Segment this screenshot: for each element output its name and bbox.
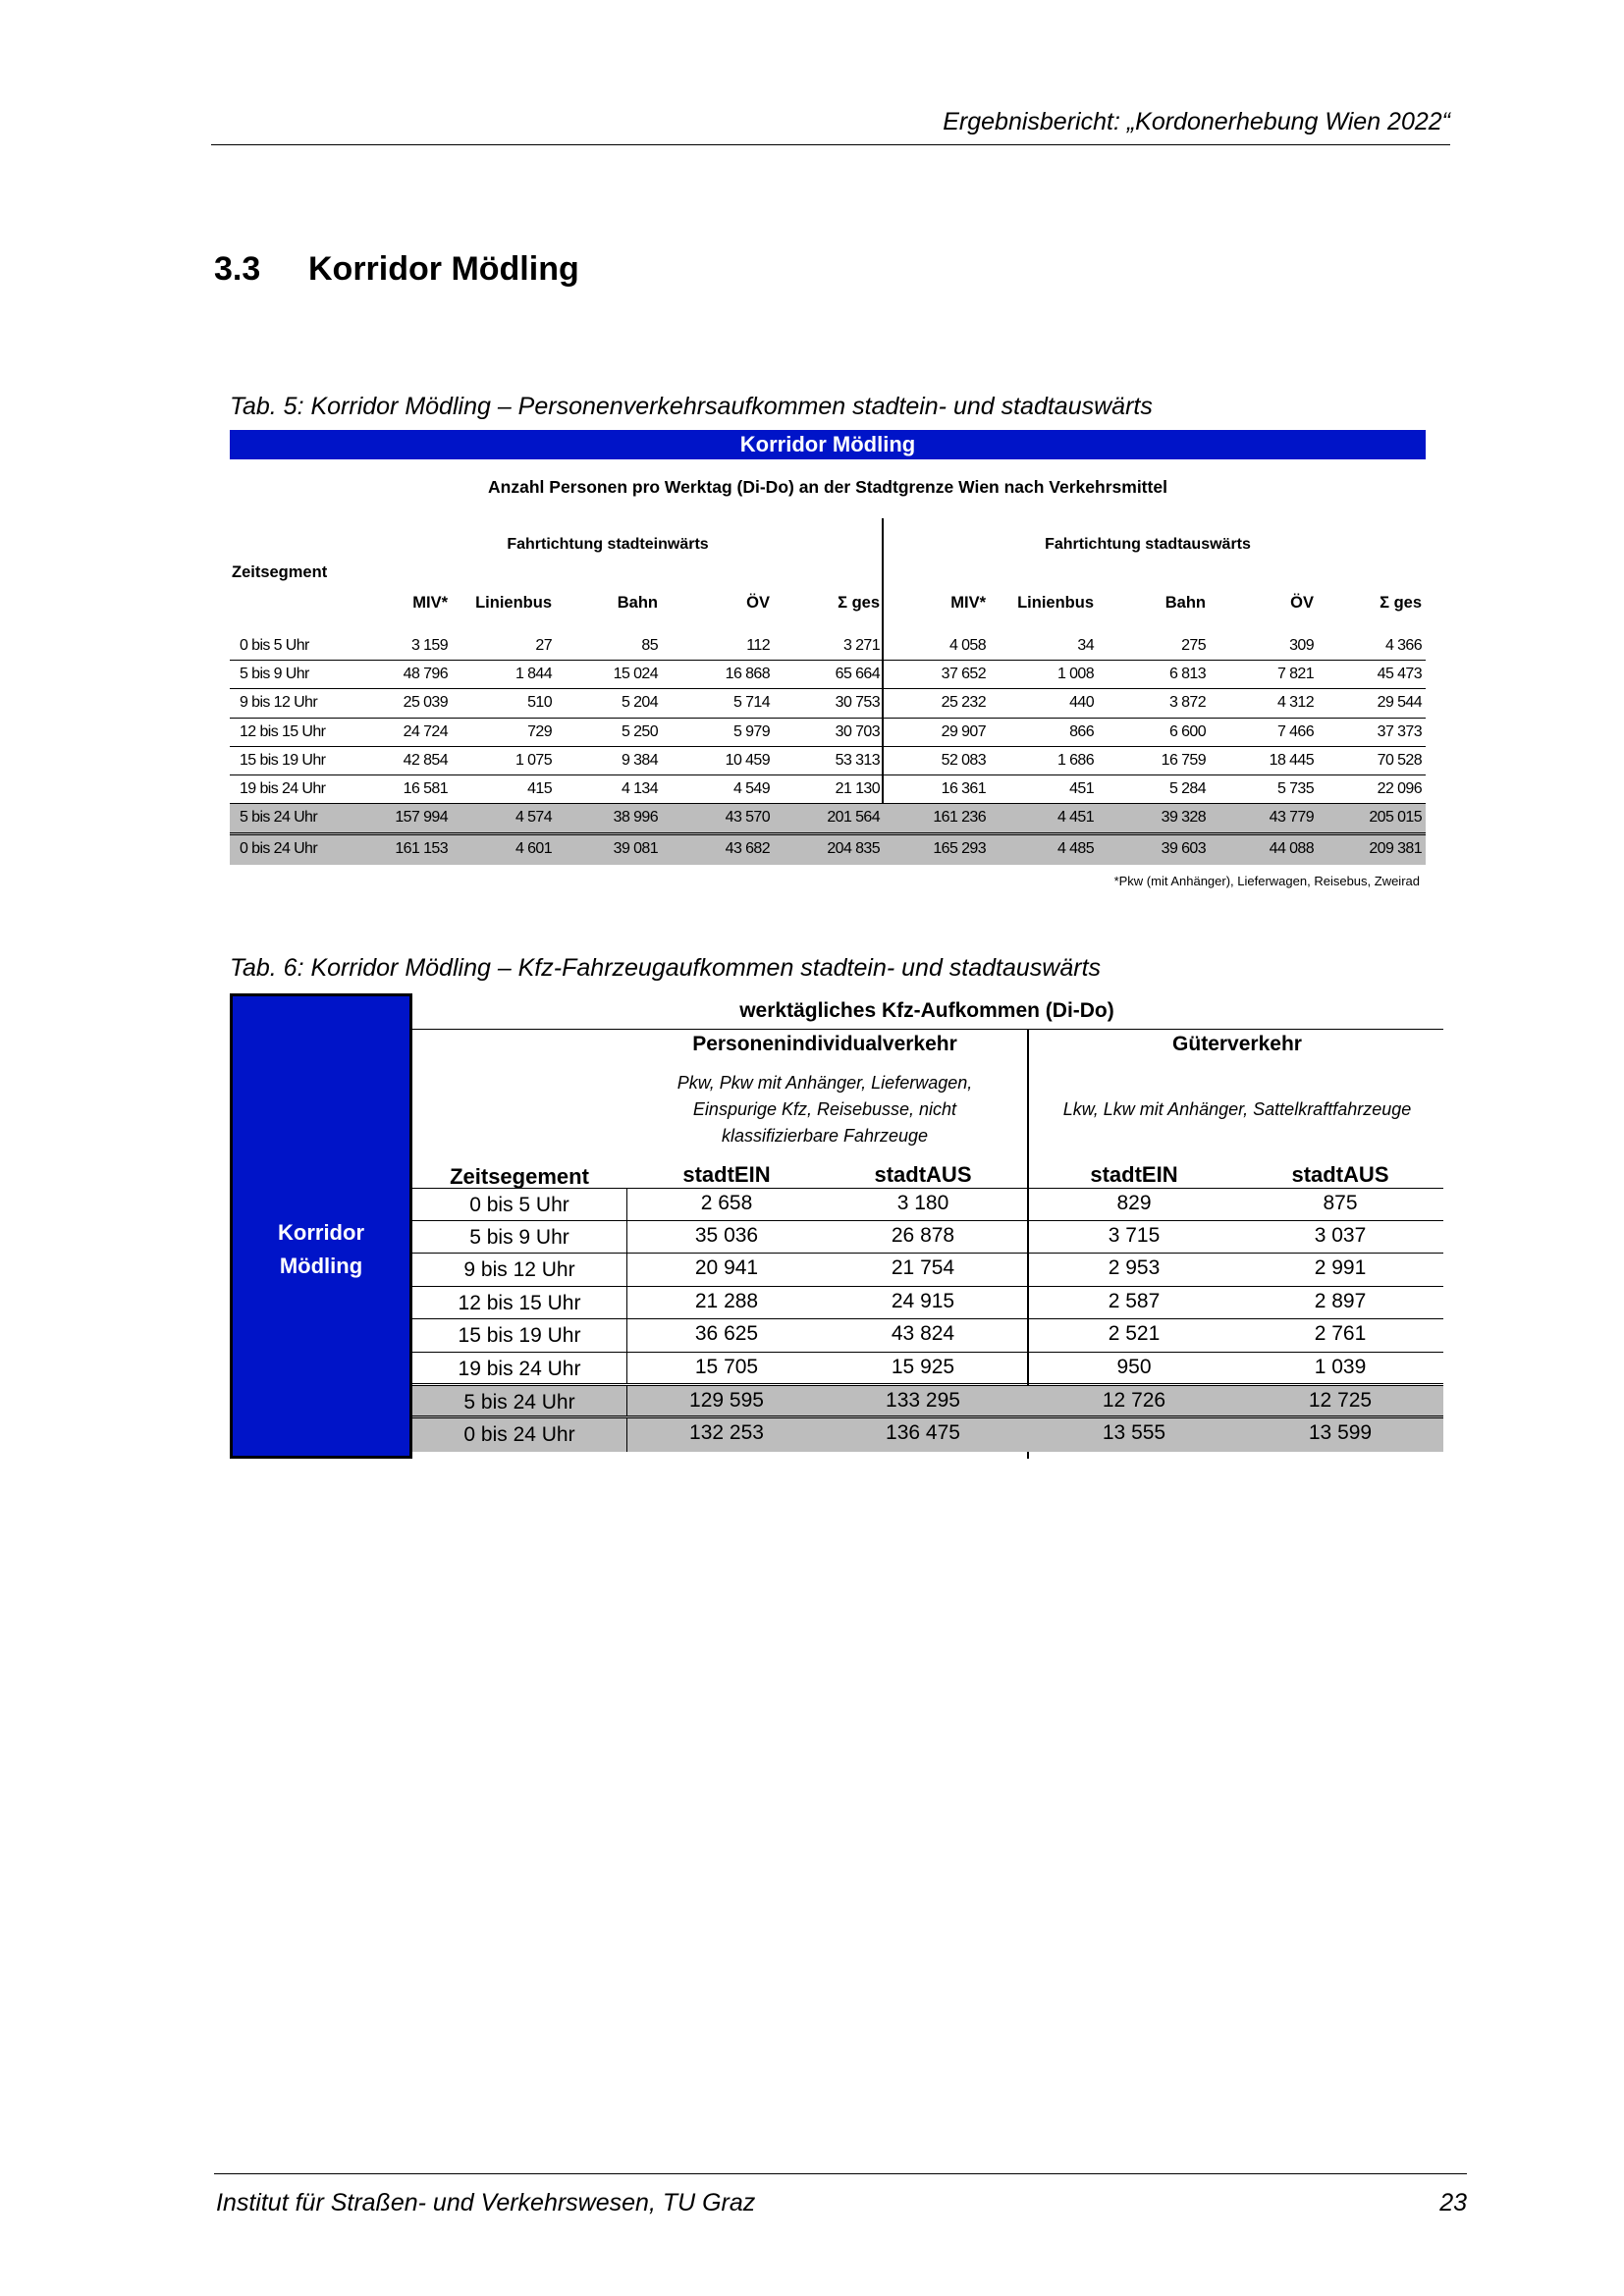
table5-cell: 1 686 bbox=[1056, 751, 1094, 769]
table5-cell: 38 996 bbox=[613, 809, 658, 827]
table5-footnote: *Pkw (mit Anhänger), Lieferwagen, Reisebus, Zweirad bbox=[1113, 874, 1420, 888]
table6-row bbox=[412, 1188, 1443, 1221]
table5-cell: 70 528 bbox=[1377, 751, 1422, 769]
table6-cell: 2 953 bbox=[1108, 1256, 1161, 1280]
footer-institute: Institut für Straßen- und Verkehrswesen, TU Graz bbox=[216, 2189, 756, 2216]
table5-cell: 16 361 bbox=[941, 779, 986, 797]
header-rule bbox=[211, 144, 1450, 145]
table6-cell: 3 180 bbox=[896, 1192, 949, 1214]
table5-col-header: MIV* bbox=[950, 594, 986, 612]
table5-cell: 866 bbox=[1069, 722, 1094, 740]
table6-caption: Tab. 6: Korridor Mödling – Kfz-Fahrzeugaufkommen stadtein- und stadtauswärts bbox=[230, 954, 1102, 982]
table6-cell: 36 625 bbox=[694, 1322, 759, 1346]
table5-cell: 729 bbox=[527, 722, 552, 740]
table6-cell: 2 658 bbox=[700, 1192, 753, 1214]
table6-side-line1: Korridor bbox=[278, 1220, 364, 1245]
table5-col-header: ÖV bbox=[1290, 594, 1314, 612]
table6-cell: 15 925 bbox=[891, 1355, 955, 1378]
table6-cell: 3 037 bbox=[1314, 1223, 1367, 1247]
table6-cell: 12 726 bbox=[1102, 1388, 1166, 1412]
table6-group-gv: Güterverkehr bbox=[1172, 1033, 1302, 1055]
table5-row bbox=[230, 719, 1426, 747]
table5-cell: 29 907 bbox=[941, 722, 986, 740]
table5-cell: 510 bbox=[527, 694, 552, 712]
table6-desc-piv-line3: klassifizierbare Fahrzeuge bbox=[721, 1126, 929, 1146]
table6-cell: 2 587 bbox=[1108, 1289, 1161, 1312]
table5-cell: 39 081 bbox=[613, 840, 658, 858]
table6-cell: 26 878 bbox=[891, 1223, 955, 1247]
table5-cell: 440 bbox=[1069, 694, 1094, 712]
table5-band: Korridor Mödling bbox=[230, 430, 1426, 459]
table5-cell: 29 544 bbox=[1377, 694, 1422, 712]
table6 bbox=[230, 993, 1443, 1461]
table6-row-label: 19 bis 24 Uhr bbox=[412, 1353, 627, 1383]
table5-row-label: 9 bis 12 Uhr bbox=[240, 694, 318, 712]
table5-cell: 37 373 bbox=[1377, 722, 1422, 740]
table5-cell: 30 753 bbox=[835, 694, 880, 712]
table5-row-label: 0 bis 5 Uhr bbox=[240, 637, 309, 654]
table5-cell: 15 024 bbox=[613, 666, 658, 683]
table6-row-label: 9 bis 12 Uhr bbox=[412, 1254, 627, 1286]
table5-cell: 451 bbox=[1069, 779, 1094, 797]
table5-col-header: Σ ges bbox=[838, 594, 880, 612]
table5-cell: 9 384 bbox=[621, 751, 658, 769]
table5-cell: 5 284 bbox=[1168, 779, 1206, 797]
table6-row bbox=[412, 1287, 1443, 1320]
table5-col-header: Bahn bbox=[1164, 594, 1206, 612]
section-heading bbox=[214, 250, 579, 289]
table5-cell: 3 159 bbox=[410, 637, 448, 654]
table6-row-label: 12 bis 15 Uhr bbox=[412, 1287, 627, 1319]
table5-cell: 3 271 bbox=[842, 637, 880, 654]
table5-cell: 5 735 bbox=[1276, 779, 1314, 797]
table5-subtitle: Anzahl Personen pro Werktag (Di-Do) an der Stadtgrenze Wien nach Verkehrsmittel bbox=[488, 477, 1167, 497]
table5-row-label: 5 bis 24 Uhr bbox=[240, 809, 318, 827]
table5-cell: 21 130 bbox=[835, 779, 880, 797]
table6-cell: 1 039 bbox=[1314, 1355, 1367, 1378]
table5-cell: 5 979 bbox=[732, 722, 770, 740]
table6-cell: 2 897 bbox=[1314, 1289, 1367, 1312]
table5-row-label: 12 bis 15 Uhr bbox=[240, 722, 326, 740]
table5-group-out: Fahrtichtung stadtauswärts bbox=[1045, 536, 1251, 553]
table5-cell: 1 008 bbox=[1056, 666, 1094, 683]
table6-cell: 875 bbox=[1323, 1192, 1358, 1214]
table5-cell: 43 682 bbox=[725, 840, 770, 858]
table5-cell: 4 366 bbox=[1384, 637, 1422, 654]
table5-cell: 157 994 bbox=[395, 809, 448, 827]
table5-row bbox=[230, 804, 1426, 835]
table6-cell: 43 824 bbox=[891, 1322, 955, 1346]
section-title: Korridor Mödling bbox=[308, 250, 579, 288]
table6-cell: 2 761 bbox=[1314, 1322, 1367, 1346]
table5-row bbox=[230, 775, 1426, 804]
table5-cell: 4 601 bbox=[514, 840, 552, 858]
table5-cell: 42 854 bbox=[403, 751, 448, 769]
table5-col-header: ÖV bbox=[746, 594, 770, 612]
table6-desc-gv: Lkw, Lkw mit Anhänger, Sattelkraftfahrzeuge bbox=[1062, 1099, 1412, 1119]
table5-group-in: Fahrtichtung stadteinwärts bbox=[507, 536, 709, 553]
table5-cell: 34 bbox=[1077, 637, 1094, 654]
table5-cell: 52 083 bbox=[941, 751, 986, 769]
table5-cell: 53 313 bbox=[835, 751, 880, 769]
table6-desc-piv-line1: Pkw, Pkw mit Anhänger, Lieferwagen, bbox=[677, 1073, 973, 1093]
table5-cell: 275 bbox=[1181, 637, 1206, 654]
table6-cell: 133 295 bbox=[886, 1388, 960, 1412]
table5-row bbox=[230, 689, 1426, 718]
table5-cell: 16 759 bbox=[1161, 751, 1206, 769]
table6-desc-piv bbox=[628, 1070, 1021, 1149]
table5-cell: 27 bbox=[535, 637, 552, 654]
table5 bbox=[230, 430, 1426, 888]
table5-cell: 7 821 bbox=[1276, 666, 1314, 683]
table6-side-label bbox=[230, 993, 412, 1459]
table6-cell: 829 bbox=[1116, 1192, 1152, 1214]
table6-cell: 12 725 bbox=[1308, 1388, 1373, 1412]
table6-cell: 20 941 bbox=[694, 1256, 759, 1280]
table5-cell: 48 796 bbox=[403, 666, 448, 683]
table5-cell: 4 574 bbox=[514, 809, 552, 827]
table5-col-header: Linienbus bbox=[475, 594, 552, 612]
table5-cell: 112 bbox=[746, 637, 770, 654]
table5-cell: 22 096 bbox=[1377, 779, 1422, 797]
table6-cell: 2 991 bbox=[1314, 1256, 1367, 1280]
table6-row bbox=[412, 1254, 1443, 1287]
table5-cell: 45 473 bbox=[1377, 666, 1422, 683]
table5-cell: 309 bbox=[1289, 637, 1314, 654]
table6-row bbox=[412, 1319, 1443, 1353]
table5-row bbox=[230, 632, 1426, 661]
table5-row-header: Zeitsegment bbox=[232, 563, 328, 581]
page-number: 23 bbox=[1439, 2189, 1467, 2216]
table5-row bbox=[230, 661, 1426, 689]
table5-cell: 24 724 bbox=[403, 722, 448, 740]
table5-cell: 7 466 bbox=[1276, 722, 1314, 740]
table6-row-label: 15 bis 19 Uhr bbox=[412, 1319, 627, 1352]
table5-row-label: 19 bis 24 Uhr bbox=[240, 779, 326, 797]
table6-cell: 132 253 bbox=[689, 1421, 764, 1445]
table5-caption: Tab. 5: Korridor Mödling – Personenverkehrsaufkommen stadtein- und stadtauswärts bbox=[230, 393, 1153, 420]
table5-col-header: Linienbus bbox=[1017, 594, 1094, 612]
table6-row-label: 0 bis 24 Uhr bbox=[412, 1418, 627, 1452]
table5-cell: 209 381 bbox=[1369, 840, 1422, 858]
table6-row-label: 5 bis 9 Uhr bbox=[412, 1221, 627, 1254]
table6-group-piv: Personenindividualverkehr bbox=[692, 1033, 957, 1055]
table6-cell: 2 521 bbox=[1108, 1322, 1161, 1346]
table6-row bbox=[412, 1221, 1443, 1255]
table5-row-label: 5 bis 9 Uhr bbox=[240, 666, 309, 683]
table5-cell: 37 652 bbox=[941, 666, 986, 683]
table5-cell: 39 328 bbox=[1161, 809, 1206, 827]
table5-cell: 30 703 bbox=[835, 722, 880, 740]
table6-row bbox=[412, 1353, 1443, 1386]
table5-cell: 5 714 bbox=[732, 694, 770, 712]
table5-cell: 165 293 bbox=[933, 840, 986, 858]
table5-row bbox=[230, 747, 1426, 775]
table5-row bbox=[230, 835, 1426, 864]
table5-cell: 6 600 bbox=[1168, 722, 1206, 740]
table6-title: werktägliches Kfz-Aufkommen (Di-Do) bbox=[739, 999, 1114, 1022]
table5-cell: 4 485 bbox=[1056, 840, 1094, 858]
table5-cell: 25 039 bbox=[403, 694, 448, 712]
table5-col-header: MIV* bbox=[412, 594, 448, 612]
table5-cell: 6 813 bbox=[1168, 666, 1206, 683]
table6-cell: 35 036 bbox=[694, 1223, 759, 1247]
table5-cell: 161 153 bbox=[395, 840, 448, 858]
table6-cell: 3 715 bbox=[1108, 1223, 1161, 1247]
table5-cell: 4 058 bbox=[948, 637, 986, 654]
table6-col-header: stadtEIN bbox=[682, 1162, 771, 1187]
table6-row bbox=[412, 1386, 1443, 1419]
table5-cell: 4 134 bbox=[621, 779, 658, 797]
table6-cell: 13 555 bbox=[1102, 1421, 1166, 1445]
table5-cell: 4 549 bbox=[732, 779, 770, 797]
table5-cell: 1 844 bbox=[514, 666, 552, 683]
table6-row bbox=[412, 1418, 1443, 1452]
table5-cell: 43 570 bbox=[725, 809, 770, 827]
table5-col-header: Bahn bbox=[617, 594, 658, 612]
table6-body bbox=[412, 1188, 1443, 1452]
table6-cell: 129 595 bbox=[689, 1388, 764, 1412]
table5-cell: 43 779 bbox=[1269, 809, 1314, 827]
table5-cell: 205 015 bbox=[1369, 809, 1422, 827]
table5-cell: 1 075 bbox=[514, 751, 552, 769]
table6-cell: 950 bbox=[1116, 1355, 1152, 1378]
table5-cell: 39 603 bbox=[1161, 840, 1206, 858]
table6-cell: 136 475 bbox=[886, 1421, 960, 1445]
table5-cell: 65 664 bbox=[835, 666, 880, 683]
table5-cell: 18 445 bbox=[1269, 751, 1314, 769]
table5-cell: 3 872 bbox=[1168, 694, 1206, 712]
table6-col-header: stadtEIN bbox=[1090, 1162, 1178, 1187]
table5-cell: 161 236 bbox=[933, 809, 986, 827]
table6-side-line2: Mödling bbox=[279, 1254, 363, 1278]
table6-cell: 24 915 bbox=[891, 1289, 955, 1312]
running-header: Ergebnisbericht: „Kordonerhebung Wien 2022“ bbox=[943, 108, 1450, 135]
table5-cell: 44 088 bbox=[1269, 840, 1314, 858]
footer-rule bbox=[214, 2173, 1467, 2174]
table5-cell: 25 232 bbox=[941, 694, 986, 712]
table6-cell: 21 754 bbox=[891, 1256, 955, 1280]
table6-cell: 13 599 bbox=[1308, 1421, 1373, 1445]
table6-row-label: 0 bis 5 Uhr bbox=[412, 1189, 627, 1220]
table5-cell: 5 250 bbox=[621, 722, 658, 740]
table5-col-header: Σ ges bbox=[1380, 594, 1422, 612]
section-number: 3.3 bbox=[214, 250, 261, 288]
table5-row-label: 15 bis 19 Uhr bbox=[240, 751, 326, 769]
table5-cell: 10 459 bbox=[725, 751, 770, 769]
table6-desc-piv-line2: Einspurige Kfz, Reisebusse, nicht bbox=[692, 1099, 957, 1119]
table5-cell: 5 204 bbox=[621, 694, 658, 712]
table5-cell: 4 451 bbox=[1056, 809, 1094, 827]
table5-cell: 204 835 bbox=[827, 840, 880, 858]
table5-row-label: 0 bis 24 Uhr bbox=[240, 840, 318, 858]
table5-cell: 16 581 bbox=[403, 779, 448, 797]
table6-title-rule bbox=[412, 1029, 1443, 1030]
table5-cell: 201 564 bbox=[827, 809, 880, 827]
table6-row-label: 5 bis 24 Uhr bbox=[412, 1386, 627, 1416]
table6-row-header: Zeitsegement bbox=[450, 1164, 589, 1189]
table6-cell: 21 288 bbox=[694, 1289, 759, 1312]
table6-cell: 15 705 bbox=[694, 1355, 759, 1378]
table6-col-header: stadtAUS bbox=[1291, 1162, 1389, 1187]
table5-cell: 415 bbox=[527, 779, 552, 797]
table5-cell: 16 868 bbox=[725, 666, 770, 683]
table5-body bbox=[230, 632, 1426, 865]
table5-cell: 4 312 bbox=[1276, 694, 1314, 712]
table5-cell: 85 bbox=[641, 637, 658, 654]
table6-col-header: stadtAUS bbox=[874, 1162, 972, 1187]
